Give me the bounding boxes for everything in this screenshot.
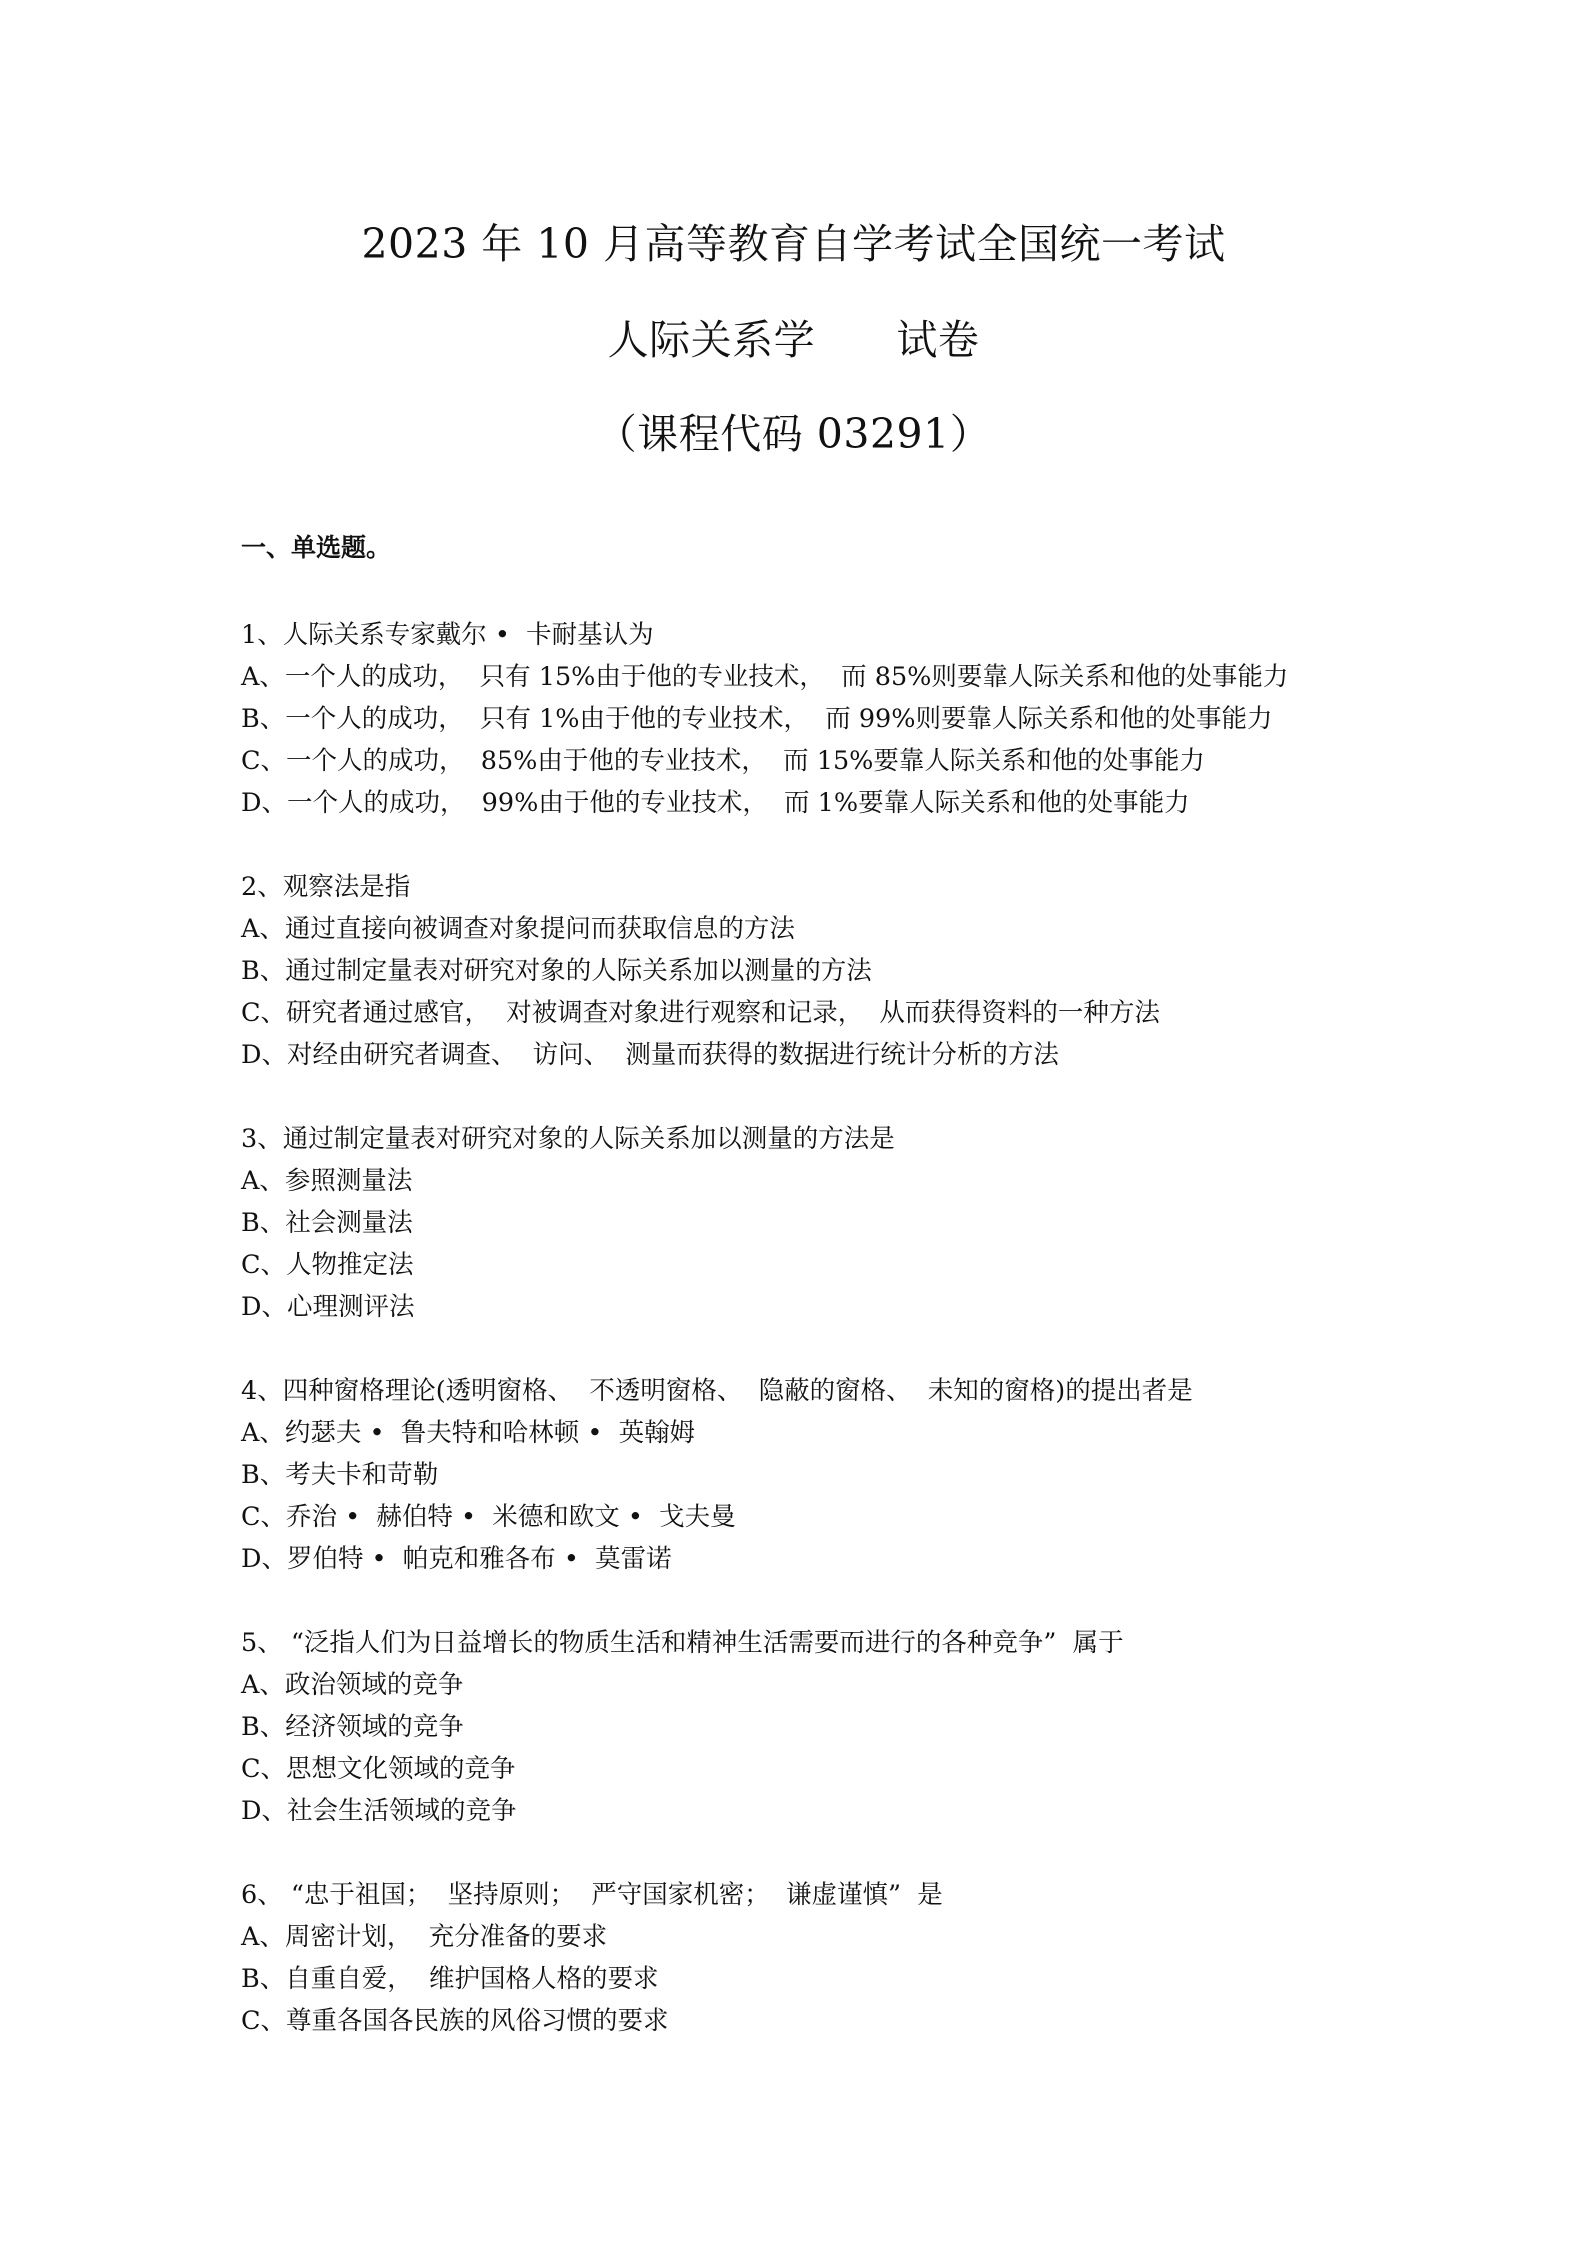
option-d: D、一个人的成功， 99%由于他的专业技术， 而 1%要靠人际关系和他的处事能力: [241, 788, 1190, 818]
question-3: [241, 1118, 1441, 1328]
option-d: D、罗伯特 • 帕克和雅各布 • 莫雷诺: [241, 1544, 672, 1574]
option-b: B、通过制定量表对研究对象的人际关系加以测量的方法: [241, 956, 872, 986]
question-stem: 4、四种窗格理论(透明窗格、 不透明窗格、 隐蔽的窗格、 未知的窗格)的提出者是: [241, 1376, 1193, 1406]
option-a: A、参照测量法: [241, 1166, 413, 1196]
option-a: A、一个人的成功， 只有 15%由于他的专业技术， 而 85%则要靠人际关系和他的处事能力: [241, 662, 1289, 692]
section-heading: 一、单选题。: [241, 533, 392, 562]
question-stem: 3、通过制定量表对研究对象的人际关系加以测量的方法是: [241, 1124, 895, 1154]
option-a: A、政治领域的竞争: [241, 1670, 464, 1700]
option-b: B、考夫卡和苛勒: [241, 1460, 439, 1490]
option-c: C、思想文化领域的竞争: [241, 1754, 516, 1784]
question-4: [241, 1370, 1441, 1580]
option-d: D、心理测评法: [241, 1292, 415, 1322]
option-a: A、通过直接向被调查对象提问而获取信息的方法: [241, 914, 795, 944]
option-b: B、经济领域的竞争: [241, 1712, 464, 1742]
course-code: （课程代码 03291）: [595, 410, 992, 458]
option-a: A、约瑟夫 • 鲁夫特和哈林顿 • 英翰姆: [241, 1418, 696, 1448]
option-b: B、一个人的成功， 只有 1%由于他的专业技术， 而 99%则要靠人际关系和他的处事能力: [241, 704, 1273, 734]
option-a: A、周密计划， 充分准备的要求: [241, 1922, 608, 1952]
question-stem: 1、人际关系专家戴尔 • 卡耐基认为: [241, 620, 654, 650]
exam-title: 2023 年 10 月高等教育自学考试全国统一考试: [361, 220, 1226, 268]
option-b: B、自重自爱， 维护国格人格的要求: [241, 1964, 659, 1994]
option-c: C、尊重各国各民族的风俗习惯的要求: [241, 2006, 669, 2036]
question-stem: 2、观察法是指: [241, 872, 411, 902]
question-stem: 5、 “泛指人们为日益增长的物质生活和精神生活需要而进行的各种竞争” 属于: [241, 1628, 1124, 1658]
option-c: C、一个人的成功， 85%由于他的专业技术， 而 15%要靠人际关系和他的处事能力: [241, 746, 1205, 776]
question-1: [241, 614, 1441, 824]
exam-subject-title: 人际关系学 试卷: [607, 316, 980, 364]
option-c: C、人物推定法: [241, 1250, 414, 1280]
option-c: C、研究者通过感官， 对被调查对象进行观察和记录， 从而获得资料的一种方法: [241, 998, 1160, 1028]
option-b: B、社会测量法: [241, 1208, 413, 1238]
question-stem: 6、 “忠于祖国； 坚持原则； 严守国家机密； 谦虚谨慎” 是: [241, 1880, 943, 1910]
question-2: [241, 866, 1441, 1076]
question-list: [241, 614, 1441, 2084]
question-6: [241, 1874, 1441, 2042]
option-d: D、社会生活领域的竞争: [241, 1796, 517, 1826]
option-d: D、对经由研究者调查、 访问、 测量而获得的数据进行统计分析的方法: [241, 1040, 1059, 1070]
question-5: [241, 1622, 1441, 1832]
option-c: C、乔治 • 赫伯特 • 米德和欧文 • 戈夫曼: [241, 1502, 736, 1532]
